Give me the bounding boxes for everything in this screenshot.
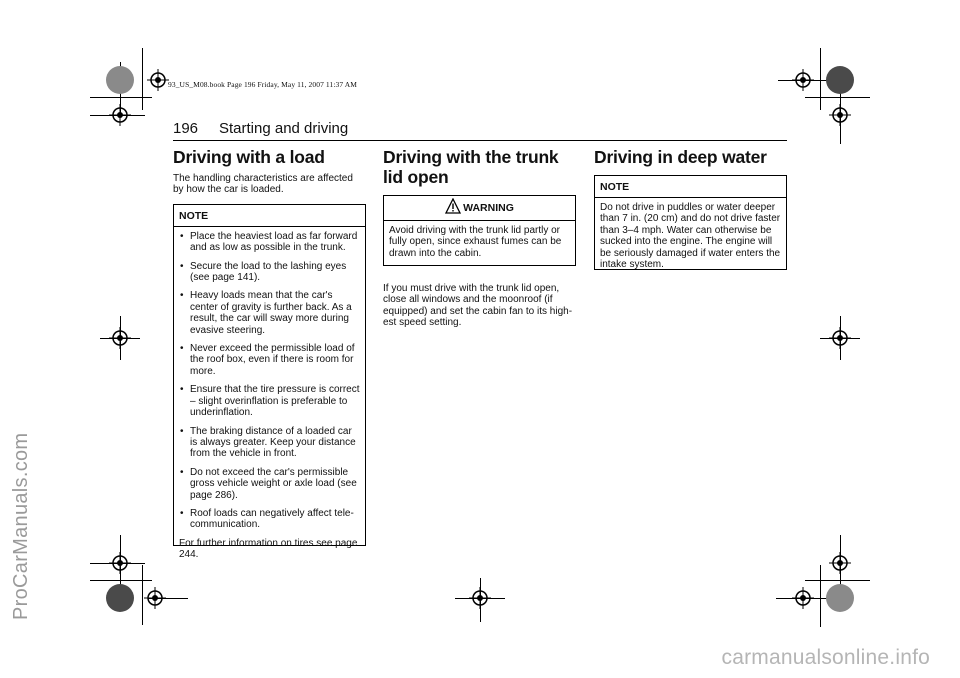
note-bullet: • The braking distance of a loaded car is always greater. Keep your distance from the vehicle in front. (179, 426, 360, 460)
crosshair-registration-icon (829, 552, 851, 574)
note-label: NOTE (595, 176, 786, 198)
intro-paragraph: The handling characteristics are affected by how the car is loaded. (173, 173, 353, 196)
page-number: 196 (173, 120, 199, 137)
crop-line (805, 97, 870, 98)
note-bullet: • Roof loads can negatively affect tele-communication. (179, 508, 360, 531)
note-bullet: • Do not exceed the car's permissible gross vehicle weight or axle load (see page 286). (179, 467, 360, 501)
crop-line (142, 48, 143, 110)
color-disc-icon (826, 66, 854, 94)
footer-watermark: carmanualsonline.info (721, 646, 930, 669)
note-bullet: • Place the heaviest load as far forward and as low as possible in the trunk. (179, 231, 360, 254)
crosshair-registration-icon (792, 587, 814, 609)
crosshair-registration-icon (829, 104, 851, 126)
color-disc-icon (106, 66, 134, 94)
crop-line (820, 565, 821, 627)
crosshair-registration-icon (109, 104, 131, 126)
note-bullet: • Heavy loads mean that the car's center of gravity is further back. As a result, the car will sway more during evasive steering. (179, 290, 360, 336)
column-deep-water (594, 147, 786, 270)
section-title: Starting and driving (219, 120, 349, 137)
heading-driving-with-load: Driving with a load (173, 147, 325, 167)
file-header: 93_US_M08.book Page 196 Friday, May 11, 2007 11:37 AM (168, 80, 358, 89)
warning-triangle-icon (445, 198, 461, 214)
note-body (174, 227, 365, 566)
crosshair-registration-icon (109, 327, 131, 349)
note-box-deep-water (594, 175, 787, 270)
note-bullet: • Never exceed the permissible load of the roof box, even if there is room for more. (179, 343, 360, 377)
column-driving-with-load (173, 147, 366, 561)
crosshair-registration-icon (109, 552, 131, 574)
warning-label: WARNING (463, 202, 514, 214)
crosshair-registration-icon (792, 69, 814, 91)
warning-text: Avoid driving with the trunk lid partly or fully open, since exhaust fumes can be drawn into the cabin. (389, 225, 562, 259)
crop-line (142, 565, 143, 625)
header-rule (173, 140, 787, 141)
note-text: Do not drive in puddles or water deeper than 7 in. (20 cm) and do not drive faster than 3–4 mph. Water can otherwise be sucked into the engine. The engine will be seriously damaged if water enters the intake system. (600, 202, 781, 271)
heading-deep-water: Driving in deep water (594, 147, 767, 167)
color-disc-icon (106, 584, 134, 612)
side-watermark: ProCarManuals.com (10, 432, 32, 620)
note-footer: For further information on tires see page 244. (179, 537, 358, 561)
note-bullet: • Secure the load to the lashing eyes (see page 141). (179, 261, 360, 284)
note-label: NOTE (174, 205, 365, 227)
crosshair-registration-icon (147, 69, 169, 91)
warning-header (384, 196, 575, 221)
note-bullet: • Ensure that the tire pressure is correct – slight overinflation is preferable to underinflation. (179, 384, 360, 418)
crosshair-registration-icon (829, 327, 851, 349)
crop-line (805, 580, 870, 581)
warning-box (383, 195, 576, 266)
trunk-body-paragraph: If you must drive with the trunk lid open, close all windows and the moonroof (if equipped) and set the cabin fan to its high-est speed setting. (383, 283, 573, 329)
column-trunk-lid-open (383, 147, 575, 329)
crosshair-registration-icon (469, 587, 491, 609)
color-disc-icon (826, 584, 854, 612)
crop-line (820, 48, 821, 110)
crosshair-registration-icon (144, 587, 166, 609)
note-box (173, 204, 366, 561)
heading-trunk-lid-open: Driving with the trunk lid open (383, 147, 559, 187)
